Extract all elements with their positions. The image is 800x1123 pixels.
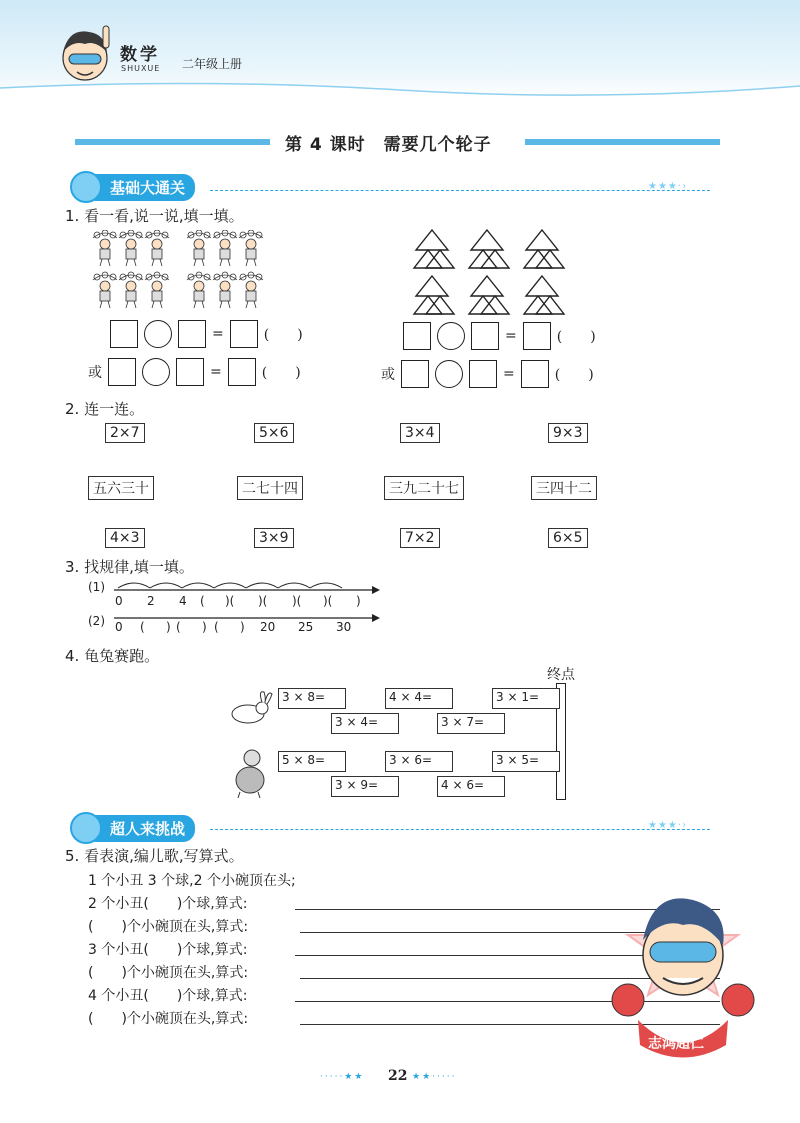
q5-line: ( )个小碗顶在头,算式: xyxy=(88,965,249,981)
lesson-title: 第 4 课时 需要几个轮子 xyxy=(285,135,492,155)
q2-top-item[interactable]: 2×7 xyxy=(105,423,145,443)
answer-box[interactable] xyxy=(178,320,206,348)
q2-top-item[interactable]: 3×4 xyxy=(400,423,440,443)
operator-circle[interactable] xyxy=(144,320,172,348)
q3-row1-label: (1) xyxy=(88,580,105,594)
q1-left-row2 xyxy=(88,358,301,386)
footer-stars-right: ★★····· xyxy=(412,1072,457,1082)
q3-row2-blank[interactable]: ) xyxy=(202,620,207,634)
rabbit-race-box[interactable]: 3 × 8= xyxy=(278,688,346,709)
unit-paren[interactable]: ( ) xyxy=(554,367,594,383)
triangles-illustration xyxy=(412,228,582,318)
q3-row2-blank[interactable]: ( xyxy=(140,620,145,634)
q3-row2-tick: 30 xyxy=(336,620,352,634)
q2-bottom-item[interactable]: 3×9 xyxy=(254,528,294,548)
q3-row2-tick: 25 xyxy=(298,620,314,634)
q3-row1-blank[interactable]: ( xyxy=(200,594,205,608)
q2-middle-item[interactable]: 二七十四 xyxy=(237,476,303,500)
q5-line: 2 个小丑( )个球,算式: xyxy=(88,896,248,912)
q3-row1-blank[interactable]: )( xyxy=(323,594,333,608)
header-mascot-icon xyxy=(55,22,117,92)
grade-label: 二年级上册 xyxy=(182,57,243,71)
q3-row1-tick: 2 xyxy=(147,594,155,608)
turtle-race-box[interactable]: 4 × 6= xyxy=(437,776,505,797)
equals-sign: = xyxy=(210,364,222,380)
header-wave xyxy=(0,78,800,108)
section-basic-label: 基础大通关 xyxy=(84,174,195,201)
q5-line: 4 个小丑( )个球,算式: xyxy=(88,988,248,1004)
q3-row1-blank[interactable]: )( xyxy=(292,594,302,608)
q1-right-row1 xyxy=(403,322,596,350)
clowns-illustration xyxy=(85,230,275,315)
q2-top-item[interactable]: 5×6 xyxy=(254,423,294,443)
section-challenge-stars: ★★★·› xyxy=(648,820,688,831)
q2-middle-item[interactable]: 五六三十 xyxy=(88,476,154,500)
q3-row1-tick: 4 xyxy=(179,594,187,608)
turtle-icon xyxy=(230,748,272,798)
section-basic-badge xyxy=(70,172,195,202)
q3-row1-blank[interactable]: ) xyxy=(356,594,361,608)
page-number: 22 xyxy=(388,1068,408,1084)
q1-left-row1 xyxy=(110,320,303,348)
q3-row2-label: (2) xyxy=(88,614,105,628)
q5-line: ( )个小碗顶在头,算式: xyxy=(88,919,249,935)
or-label: 或 xyxy=(381,367,395,383)
subject-title: 数学 xyxy=(120,45,160,65)
q2-middle-item[interactable]: 三四十二 xyxy=(531,476,597,500)
equals-sign: = xyxy=(212,326,224,342)
rabbit-race-box[interactable]: 4 × 4= xyxy=(385,688,453,709)
section-challenge-label: 超人来挑战 xyxy=(84,815,195,842)
operator-circle[interactable] xyxy=(435,360,463,388)
answer-box[interactable] xyxy=(469,360,497,388)
q3-row1-tick: 0 xyxy=(115,594,123,608)
mascot-label: 志鸿超仁 xyxy=(648,1036,704,1052)
or-label: 或 xyxy=(88,365,102,381)
q3-row1-blank[interactable]: )( xyxy=(225,594,235,608)
rabbit-race-box[interactable]: 3 × 1= xyxy=(492,688,560,709)
q3-title: 3. 找规律,填一填。 xyxy=(65,558,194,576)
q5-line: ( )个小碗顶在头,算式: xyxy=(88,1011,249,1027)
q3-row1-blank[interactable]: )( xyxy=(258,594,268,608)
turtle-race-box[interactable]: 5 × 8= xyxy=(278,751,346,772)
answer-box[interactable] xyxy=(401,360,429,388)
turtle-race-box[interactable]: 3 × 5= xyxy=(492,751,560,772)
unit-paren[interactable]: ( ) xyxy=(261,365,301,381)
q2-middle-item[interactable]: 三九二十七 xyxy=(384,476,464,500)
section-challenge-badge xyxy=(70,813,195,843)
answer-box[interactable] xyxy=(230,320,258,348)
rabbit-race-box[interactable]: 3 × 7= xyxy=(437,713,505,734)
answer-box[interactable] xyxy=(521,360,549,388)
q2-bottom-item[interactable]: 4×3 xyxy=(105,528,145,548)
equals-sign: = xyxy=(505,328,517,344)
footer-stars-left: ·····★★ xyxy=(320,1072,365,1082)
q2-title: 2. 连一连。 xyxy=(65,400,145,418)
q3-row2-blank[interactable]: ( xyxy=(176,620,181,634)
equals-sign: = xyxy=(503,366,515,382)
globe-icon xyxy=(70,171,102,203)
q2-bottom-item[interactable]: 6×5 xyxy=(548,528,588,548)
operator-circle[interactable] xyxy=(437,322,465,350)
title-bar-left xyxy=(75,139,270,145)
unit-paren[interactable]: ( ) xyxy=(263,327,303,343)
q2-bottom-item[interactable]: 7×2 xyxy=(400,528,440,548)
q5-title: 5. 看表演,编儿歌,写算式。 xyxy=(65,847,244,865)
q1-right-row2 xyxy=(381,360,594,388)
answer-box[interactable] xyxy=(471,322,499,350)
section-basic-stars: ★★★·› xyxy=(648,181,688,192)
answer-box[interactable] xyxy=(110,320,138,348)
q3-row2-blank[interactable]: ) xyxy=(240,620,245,634)
rabbit-race-box[interactable]: 3 × 4= xyxy=(331,713,399,734)
answer-box[interactable] xyxy=(403,322,431,350)
subject-pinyin: SHUXUE xyxy=(121,64,161,73)
unit-paren[interactable]: ( ) xyxy=(556,329,596,345)
q3-row2-tick: 0 xyxy=(115,620,123,634)
answer-box[interactable] xyxy=(523,322,551,350)
q2-top-item[interactable]: 9×3 xyxy=(548,423,588,443)
q1-title: 1. 看一看,说一说,填一填。 xyxy=(65,207,244,225)
answer-box[interactable] xyxy=(228,358,256,386)
answer-box[interactable] xyxy=(176,358,204,386)
finish-label: 终点 xyxy=(547,667,575,683)
turtle-race-box[interactable]: 3 × 6= xyxy=(385,751,453,772)
operator-circle[interactable] xyxy=(142,358,170,386)
rabbit-icon xyxy=(228,690,274,726)
q3-row2-blank[interactable]: ) xyxy=(166,620,171,634)
robot-icon xyxy=(70,812,102,844)
section-challenge-line xyxy=(210,829,710,830)
q3-row2-blank[interactable]: ( xyxy=(214,620,219,634)
answer-box[interactable] xyxy=(108,358,136,386)
title-bar-right xyxy=(525,139,720,145)
section-basic-line xyxy=(210,190,710,191)
q5-line: 3 个小丑( )个球,算式: xyxy=(88,942,248,958)
q3-row2-tick: 20 xyxy=(260,620,276,634)
turtle-race-box[interactable]: 3 × 9= xyxy=(331,776,399,797)
q4-title: 4. 龟兔赛跑。 xyxy=(65,647,160,665)
q5-line: 1 个小丑 3 个球,2 个小碗顶在头; xyxy=(88,873,296,889)
